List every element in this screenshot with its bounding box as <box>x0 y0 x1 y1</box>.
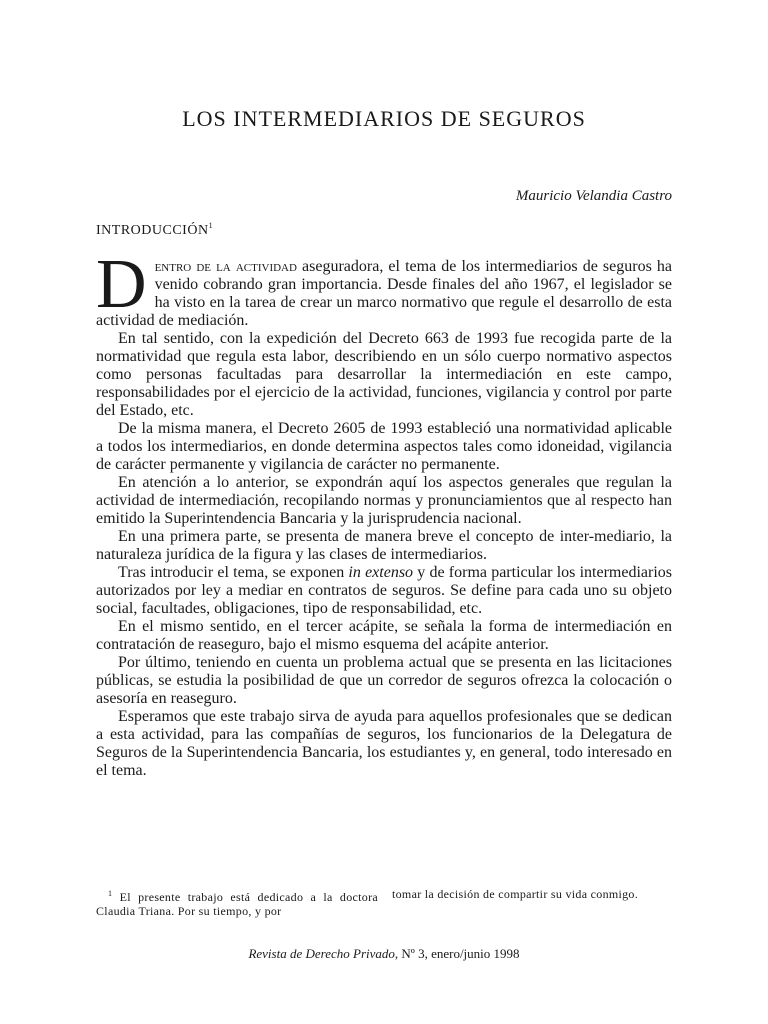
paragraph-5: En una primera parte, se presenta de manera breve el concepto de inter-mediario, la naturaleza jurídica de la figura y las clases de intermediarios. <box>96 528 672 563</box>
paragraph-8: Por último, teniendo en cuenta un problema actual que se presenta en las licitaciones públicas, se estudia la posibilidad de que un corredor de seguros ofrezca la colocación o asesoría en reaseguro. <box>96 654 672 707</box>
paragraph-6-italic: in extenso <box>348 564 414 581</box>
paragraph-3: De la misma manera, el Decreto 2605 de 1993 estableció una normatividad aplicable a todos los intermediarios, en donde determina aspectos tales como idoneidad, vigilancia de carácter permanente y vigilancia de carácter no permanente. <box>96 420 672 473</box>
paragraph-2: En tal sentido, con la expedición del Decreto 663 de 1993 fue recogida parte de la normatividad que regula esta labor, describiendo en un sólo cuerpo normativo aspectos como personas facultadas para desarrollar la intermediación en este campo, responsabilidades por el ejercicio de la actividad, funciones, vigilancia y control por parte del Estado, etc. <box>96 330 672 419</box>
paragraph-1 <box>96 246 673 330</box>
footnote-reference[interactable]: 1 <box>208 221 214 230</box>
section-heading-text: INTRODUCCIÓN <box>96 223 209 238</box>
article-body <box>96 246 673 780</box>
article-title: LOS INTERMEDIARIOS DE SEGUROS <box>182 106 586 131</box>
footnote-left-text: El presente trabajo está dedicado a la doctora Claudia Triana. Por su tiempo, y por <box>96 890 378 918</box>
paragraph-6-before: Tras introducir el tema, se exponen <box>118 564 349 581</box>
page <box>96 0 672 1024</box>
paragraph-4: En atención a lo anterior, se expondrán aquí los aspectos generales que regulan la actividad de intermediación, recopilando normas y pronunciamientos que al respecto han emitido la Superintendencia Bancaria y la jurisprudencia nacional. <box>96 474 672 527</box>
footnote-left-column <box>96 887 378 918</box>
paragraph-1-text: aseguradora, el tema de los intermediarios de seguros ha venido cobrando gran importancia. Desde finales del año 1967, el legislador se ha visto en la tarea de crear un marco normativo que regule el desarrollo de esta actividad de mediación. <box>96 258 673 329</box>
paragraph-6-after: y de forma particular los intermediarios autorizados por ley a mediar en contratos de seguros. Se define para cada uno su objeto social, facultades, obligaciones, tipo de responsabilidad, etc. <box>96 564 673 617</box>
small-caps-lead: entro de la actividad <box>154 258 297 275</box>
journal-footer <box>96 946 672 962</box>
footnote-right-column: tomar la decisión de compartir su vida conmigo. <box>392 887 639 901</box>
drop-cap: D <box>96 246 147 323</box>
paragraph-9: Esperamos que este trabajo sirva de ayuda para aquellos profesionales que se dedican a esta actividad, para las compañías de seguros, los funcionarios de la Delegatura de Seguros de la Superintendencia Bancaria, los estudiantes y, en general, todo interesado en el tema. <box>96 708 672 779</box>
author-name: Mauricio Velandia Castro <box>515 188 672 204</box>
paragraph-6 <box>96 564 672 618</box>
section-heading <box>96 221 213 239</box>
paragraph-7: En el mismo sentido, en el tercer acápite, se señala la forma de intermediación en contratación de reaseguro, bajo el mismo esquema del acápite anterior. <box>96 618 672 653</box>
journal-name: Revista de Derecho Privado <box>248 946 395 961</box>
journal-issue: , Nº 3, enero/junio 1998 <box>394 946 520 961</box>
footnote-mark: 1 <box>108 889 113 898</box>
